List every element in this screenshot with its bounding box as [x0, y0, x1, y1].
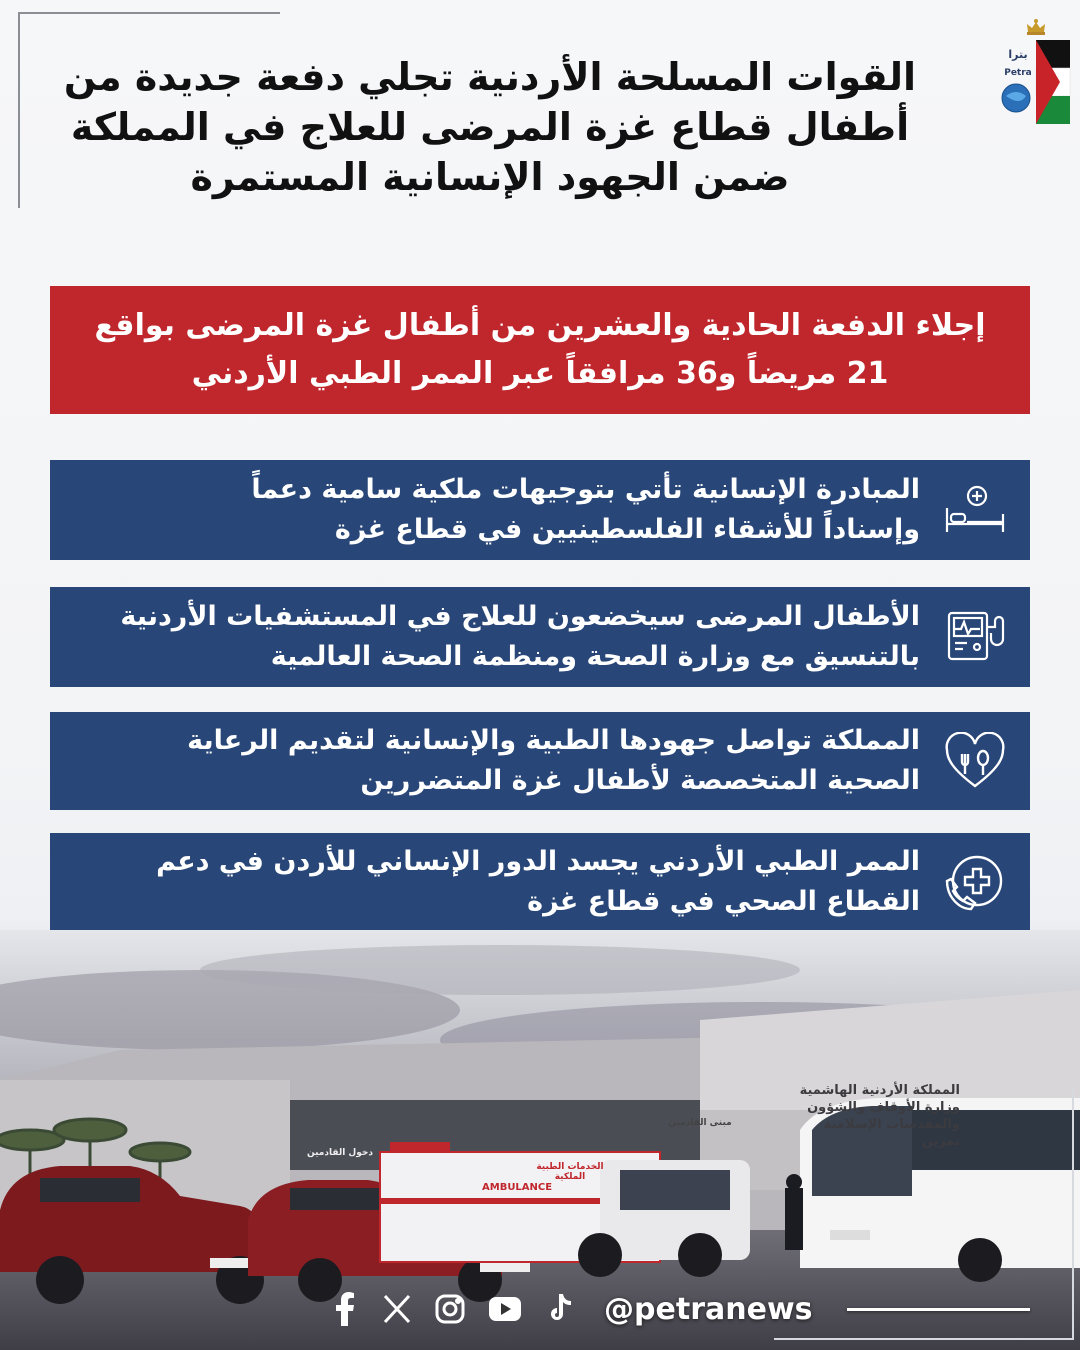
- card-text: [50, 842, 920, 922]
- building-sign: [730, 1082, 960, 1150]
- card-text: [50, 597, 920, 677]
- headline-line: القوات المسلحة الأردنية تجلي دفعة جديدة من: [63, 55, 917, 99]
- banner-line: إجلاء الدفعة الحادية والعشرين من أطفال غزة المرضى بواقع: [94, 308, 986, 343]
- card-line: المملكة تواصل جهودها الطبية والإنسانية لتقديم الرعاية: [187, 725, 920, 756]
- red-summary-banner: [50, 286, 1030, 414]
- info-card: [50, 587, 1030, 687]
- divider-line: [847, 1308, 1030, 1311]
- card-line: القطاع الصحي في قطاع غزة: [527, 886, 920, 917]
- arrivals-sign: مبنى القادمين: [668, 1118, 732, 1128]
- card-line: الممر الطبي الأردني يجسد الدور الإنساني للأردن في دعم: [156, 846, 920, 877]
- heart-care-icon: [920, 712, 1030, 810]
- logo-name-arabic: بترا: [1008, 48, 1028, 61]
- ambulance-service-label: الخدمات الطبية الملكية: [536, 1162, 604, 1182]
- card-line: المبادرة الإنسانية تأتي بتوجيهات ملكية سامية دعماً: [251, 474, 920, 505]
- instagram-icon[interactable]: [434, 1291, 466, 1327]
- card-text: [50, 721, 920, 801]
- ambulance-label: AMBULANCE: [482, 1182, 553, 1193]
- card-line: بالتنسيق مع وزارة الصحة ومنظمة الصحة العالمية: [270, 641, 920, 672]
- x-icon[interactable]: [382, 1291, 412, 1327]
- youtube-icon[interactable]: [488, 1291, 522, 1327]
- logo-name-english: Petra: [1004, 68, 1032, 78]
- info-card: [50, 712, 1030, 810]
- social-handle[interactable]: @petranews: [604, 1291, 813, 1327]
- building-sign-line: المملكة الأردنية الهاشمية: [799, 1083, 960, 1098]
- headline-line: ضمن الجهود الإنسانية المستمرة: [190, 155, 790, 199]
- tiktok-icon[interactable]: [544, 1291, 574, 1327]
- headline-line: أطفال قطاع غزة المرضى للعلاج في المملكة: [70, 105, 910, 149]
- banner-line: 21 مريضاً و36 مرافقاً عبر الممر الطبي الأردني: [191, 356, 889, 391]
- social-footer: [330, 1284, 1030, 1334]
- door-sign: دخول القادمين: [307, 1148, 373, 1158]
- medical-monitor-icon: [920, 587, 1030, 687]
- headline: [60, 52, 920, 202]
- medical-call-icon: [920, 833, 1030, 931]
- facebook-icon[interactable]: [330, 1291, 360, 1327]
- hospital-bed-icon: [920, 460, 1030, 560]
- info-card: [50, 460, 1030, 560]
- card-line: الأطفال المرضى سيخضعون للعلاج في المستشفيات الأردنية: [120, 601, 920, 632]
- building-sign-line: تمرين: [921, 1134, 960, 1149]
- card-line: الصحية المتخصصة لأطفال غزة المتضررين: [360, 765, 920, 796]
- card-line: وإسناداً للأشقاء الفلسطينيين في قطاع غزة: [334, 514, 920, 545]
- info-card: [50, 833, 1030, 931]
- building-sign-line: وزارة الأوقاف والشؤون والمقدسات الإسلامية: [807, 1100, 960, 1132]
- card-text: [50, 470, 920, 550]
